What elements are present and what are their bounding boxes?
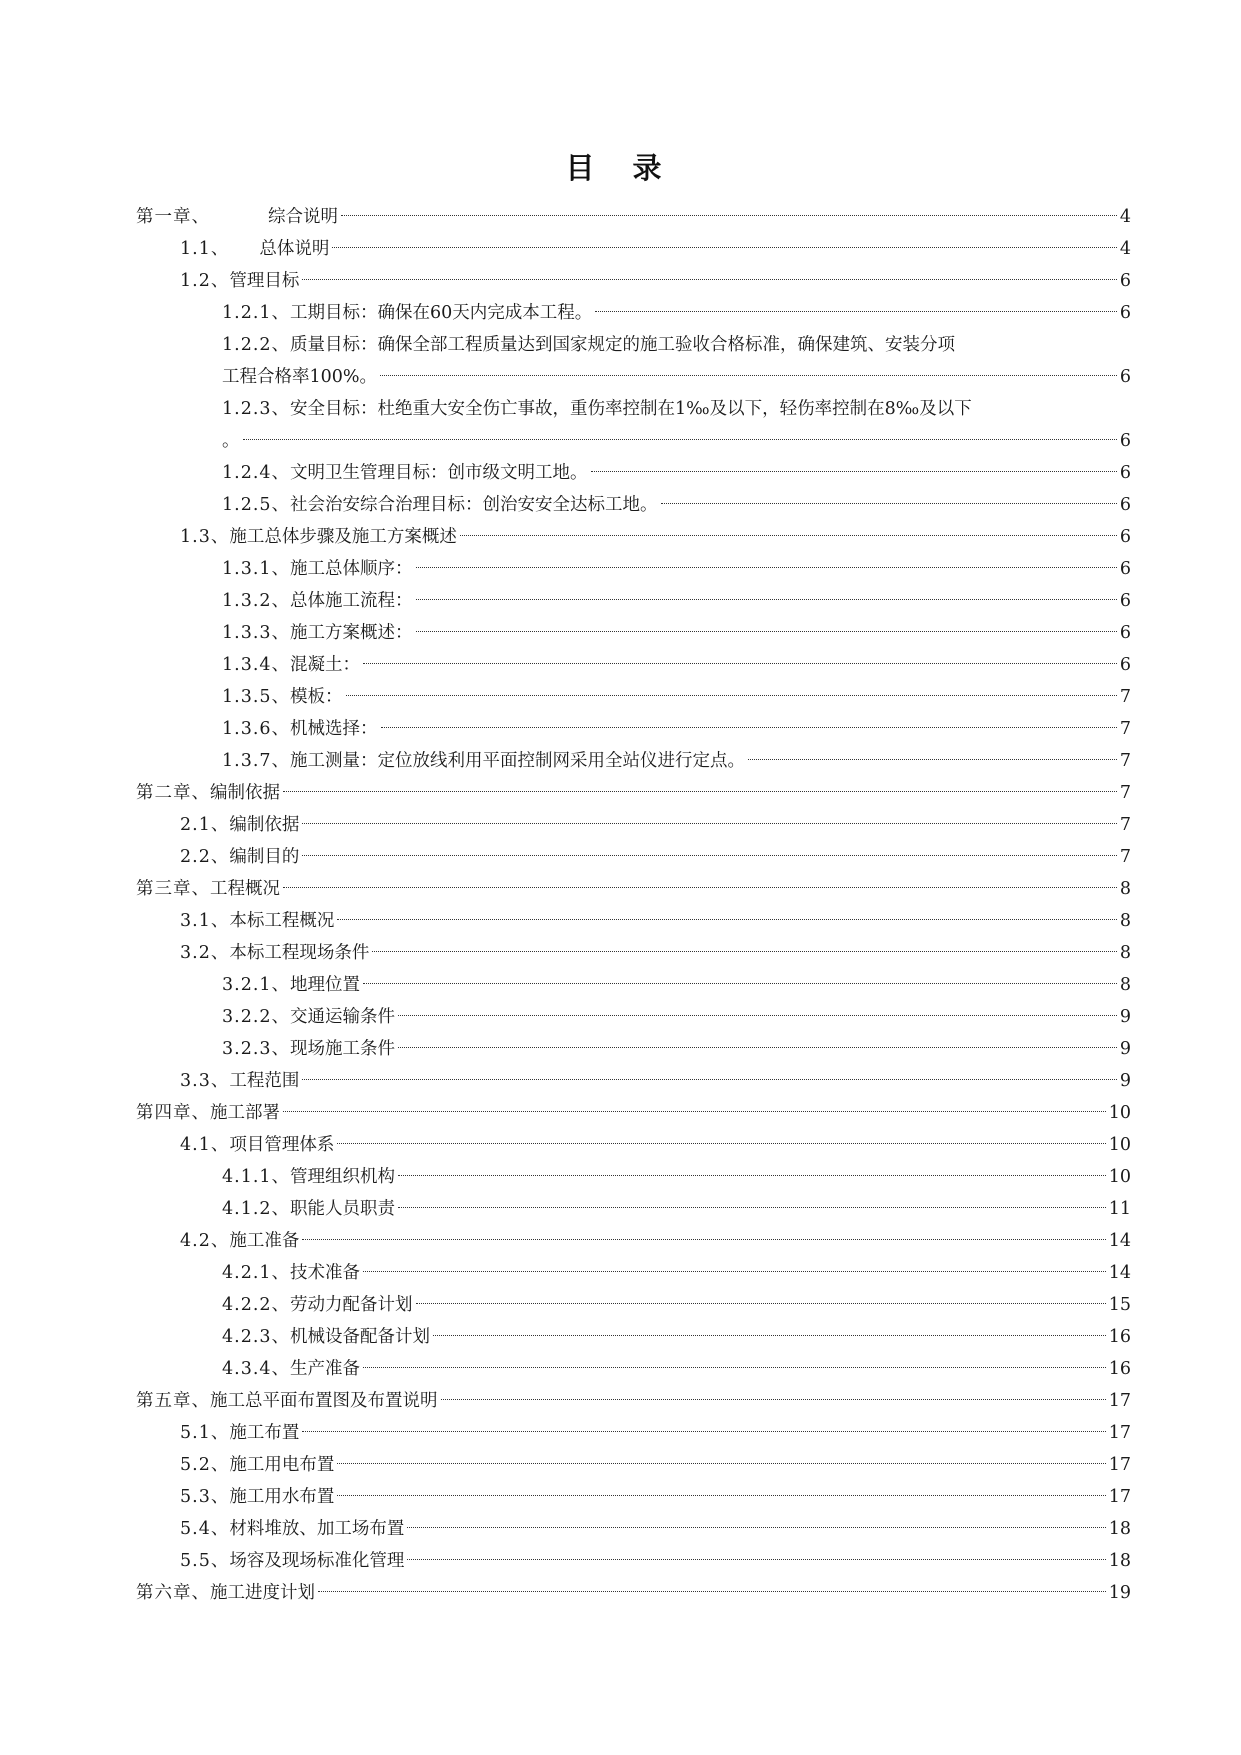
dot-leader	[302, 279, 1117, 280]
toc-entry-section[interactable]	[136, 1481, 1131, 1513]
toc-entry-text: 项目管理体系	[229, 1135, 335, 1155]
toc-entry-number: 1.2.1、	[222, 303, 291, 323]
toc-entry-page: 10	[1108, 1103, 1131, 1123]
dot-leader	[407, 1559, 1105, 1560]
toc-entry-number: 1.3.1、	[222, 559, 291, 579]
toc-entry-subsection[interactable]	[136, 681, 1131, 713]
dot-leader	[243, 439, 1117, 440]
dot-leader	[591, 471, 1117, 472]
toc-entry-page: 6	[1119, 271, 1131, 291]
toc-entry-subsection[interactable]	[136, 489, 1131, 521]
toc-entry-page: 15	[1108, 1295, 1131, 1315]
toc-entry-number: 1.3.7、	[222, 751, 291, 771]
toc-entry-text: 本标工程概况	[229, 911, 335, 931]
toc-entry-text: 管理目标	[229, 271, 300, 291]
toc-entry-number: 1.3.3、	[222, 623, 291, 643]
dot-leader	[337, 1463, 1105, 1464]
toc-entry-page: 18	[1108, 1551, 1131, 1571]
dot-leader	[302, 1239, 1105, 1240]
toc-entry-number: 4.2.1、	[222, 1263, 291, 1283]
dot-leader	[283, 1111, 1106, 1112]
dot-leader	[363, 663, 1117, 664]
toc-entry-subsection[interactable]	[136, 1033, 1131, 1065]
toc-entry-number: 1.2.2、	[222, 335, 291, 355]
toc-entry-page: 8	[1119, 975, 1131, 995]
toc-entry-page: 9	[1119, 1071, 1131, 1091]
dot-leader	[337, 919, 1117, 920]
toc-entry-section[interactable]	[136, 1449, 1131, 1481]
toc-entry-number: 1.2.3、	[222, 399, 291, 419]
dot-leader	[398, 1015, 1117, 1016]
toc-entry-page: 11	[1108, 1199, 1131, 1219]
toc-entry-text: 现场施工条件	[290, 1039, 396, 1059]
toc-entry-page: 19	[1108, 1583, 1131, 1603]
dot-leader	[460, 535, 1117, 536]
toc-title: 目 录	[565, 151, 676, 185]
toc-entry-number: 1.2.4、	[222, 463, 291, 483]
toc-entry-subsection[interactable]	[136, 1001, 1131, 1033]
dot-leader	[337, 1495, 1105, 1496]
toc-entry-text-continued: 工程合格率100%。	[222, 367, 378, 387]
toc-entry-subsection[interactable]	[136, 1289, 1131, 1321]
toc-entry-text: 安全目标：杜绝重大安全伤亡事故，重伤率控制在1‰及以下，轻伤率控制在8‰及以下	[290, 399, 972, 419]
toc-entry-number: 5.1、	[180, 1423, 230, 1443]
toc-entry-page: 6	[1119, 559, 1131, 579]
toc-entry-text: 施工用水布置	[229, 1487, 335, 1507]
toc-entry-text: 施工测量：定位放线利用平面控制网采用全站仪进行定点。	[290, 751, 746, 771]
toc-entry-number: 1.3、	[180, 527, 230, 547]
toc-entry-section[interactable]	[136, 1417, 1131, 1449]
toc-entry-text: 文明卫生管理目标：创市级文明工地。	[290, 463, 588, 483]
dot-leader	[302, 1431, 1105, 1432]
toc-entry-number: 4.2、	[180, 1231, 230, 1251]
toc-entry-text: 社会治安综合治理目标：创治安安全达标工地。	[290, 495, 658, 515]
toc-entry-number: 第五章、	[136, 1391, 210, 1411]
toc-entry-page: 18	[1108, 1519, 1131, 1539]
toc-entry-number: 3.2、	[180, 943, 230, 963]
toc-entry-number: 第三章、	[136, 879, 210, 899]
toc-entry-page: 4	[1119, 207, 1131, 227]
toc-entry-subsection[interactable]	[136, 393, 1131, 457]
toc-entry-number: 5.4、	[180, 1519, 230, 1539]
dot-leader	[283, 887, 1117, 888]
toc-entry-subsection[interactable]	[136, 329, 1131, 393]
toc-entry-number: 第一章、	[136, 207, 210, 227]
toc-entry-chapter-2[interactable]	[136, 777, 1131, 809]
toc-entry-page: 14	[1108, 1231, 1131, 1251]
toc-entry-page: 9	[1119, 1007, 1131, 1027]
toc-entry-page: 8	[1119, 943, 1131, 963]
dot-leader	[283, 791, 1117, 792]
dot-leader	[441, 1399, 1106, 1400]
toc-entry-subsection[interactable]	[136, 297, 1131, 329]
dot-leader	[363, 983, 1117, 984]
dot-leader	[332, 247, 1117, 248]
dot-leader	[341, 215, 1117, 216]
toc-entry-text: 施工准备	[229, 1231, 300, 1251]
toc-entry-section[interactable]	[136, 1545, 1131, 1577]
toc-entry-text: 机械设备配备计划	[290, 1327, 431, 1347]
toc-entry-page: 6	[1119, 591, 1131, 611]
toc-entry-text: 场容及现场标准化管理	[229, 1551, 405, 1571]
toc-entry-chapter-4[interactable]	[136, 1097, 1131, 1129]
toc-entry-chapter-5[interactable]	[136, 1385, 1131, 1417]
toc-entry-number: 2.1、	[180, 815, 230, 835]
toc-entry-section[interactable]	[136, 1065, 1131, 1097]
toc-entry-number: 5.3、	[180, 1487, 230, 1507]
toc-entry-text: 交通运输条件	[290, 1007, 396, 1027]
toc-entry-section[interactable]	[136, 1129, 1131, 1161]
toc-entry-section[interactable]	[136, 1225, 1131, 1257]
toc-entry-text: 地理位置	[290, 975, 361, 995]
toc-entry-number: 第二章、	[136, 783, 210, 803]
toc-entry-subsection[interactable]	[136, 1193, 1131, 1225]
toc-entry-text: 综合说明	[268, 207, 338, 227]
toc-entry-text: 编制依据	[210, 783, 280, 803]
toc-entry-subsection[interactable]	[136, 1161, 1131, 1193]
toc-entry-text: 职能人员职责	[290, 1199, 396, 1219]
dot-leader	[372, 951, 1117, 952]
toc-entry-page: 6	[1119, 367, 1131, 387]
toc-entry-subsection[interactable]	[136, 617, 1131, 649]
toc-entry-page: 10	[1108, 1135, 1131, 1155]
toc-entry-page: 6	[1119, 623, 1131, 643]
toc-entry-number: 1.1、	[180, 239, 230, 259]
toc-entry-section[interactable]	[136, 233, 1131, 265]
toc-entry-number: 第四章、	[136, 1103, 210, 1123]
toc-entry-page: 7	[1119, 847, 1131, 867]
dot-leader	[398, 1047, 1117, 1048]
toc-entry-page: 16	[1108, 1359, 1131, 1379]
toc-entry-text: 编制目的	[229, 847, 300, 867]
toc-entry-text: 施工方案概述：	[290, 623, 413, 643]
toc-entry-text: 工期目标：确保在60天内完成本工程。	[290, 303, 593, 323]
toc-entry-text: 混凝土：	[290, 655, 361, 675]
dot-leader	[380, 375, 1117, 376]
dot-leader	[416, 631, 1117, 632]
toc-entry-number: 2.2、	[180, 847, 230, 867]
dot-leader	[302, 823, 1117, 824]
toc-entry-section[interactable]	[136, 809, 1131, 841]
dot-leader	[337, 1143, 1105, 1144]
toc-entry-subsection[interactable]	[136, 1353, 1131, 1385]
toc-entry-page: 10	[1108, 1167, 1131, 1187]
dot-leader	[433, 1335, 1106, 1336]
toc-entry-number: 4.2.3、	[222, 1327, 291, 1347]
toc-entry-text: 施工进度计划	[210, 1583, 315, 1603]
dot-leader	[398, 1175, 1106, 1176]
toc-entry-text: 模板：	[290, 687, 343, 707]
toc-entry-text: 劳动力配备计划	[290, 1295, 413, 1315]
toc-entry-number: 3.2.1、	[222, 975, 291, 995]
toc-entry-subsection[interactable]	[136, 553, 1131, 585]
toc-entry-subsection[interactable]	[136, 585, 1131, 617]
toc-entry-subsection[interactable]	[136, 1321, 1131, 1353]
dot-leader	[661, 503, 1117, 504]
toc-entry-number: 4.2.2、	[222, 1295, 291, 1315]
toc-entry-number: 3.2.2、	[222, 1007, 291, 1027]
toc-entry-text: 材料堆放、加工场布置	[229, 1519, 405, 1539]
toc-entry-text: 施工部署	[210, 1103, 280, 1123]
toc-entry-text: 编制依据	[229, 815, 300, 835]
dot-leader	[416, 567, 1117, 568]
dot-leader	[302, 1079, 1117, 1080]
toc-entry-chapter-3[interactable]	[136, 873, 1131, 905]
toc-entry-text: 施工用电布置	[229, 1455, 335, 1475]
toc-entry-chapter-1[interactable]	[136, 201, 1131, 233]
toc-entry-number: 3.1、	[180, 911, 230, 931]
toc-entry-number: 5.5、	[180, 1551, 230, 1571]
toc-entry-page: 17	[1108, 1487, 1131, 1507]
toc-entry-number: 1.3.5、	[222, 687, 291, 707]
dot-leader	[381, 727, 1117, 728]
toc-entry-number: 4.1.2、	[222, 1199, 291, 1219]
dot-leader	[416, 1303, 1106, 1304]
toc-entry-page: 16	[1108, 1327, 1131, 1347]
toc-entry-subsection[interactable]	[136, 457, 1131, 489]
toc-entry-section[interactable]	[136, 521, 1131, 553]
toc-entry-text: 施工布置	[229, 1423, 300, 1443]
dot-leader	[398, 1207, 1106, 1208]
toc-entry-text-continued: 。	[222, 431, 240, 451]
toc-entry-number: 5.2、	[180, 1455, 230, 1475]
toc-entry-page: 6	[1119, 303, 1131, 323]
toc-entry-number: 4.1.1、	[222, 1167, 291, 1187]
toc-entry-page: 4	[1119, 239, 1131, 259]
toc-entry-text: 管理组织机构	[290, 1167, 396, 1187]
toc-entry-text: 施工总平面布置图及布置说明	[210, 1391, 438, 1411]
toc-entry-subsection[interactable]	[136, 1257, 1131, 1289]
dot-leader	[302, 855, 1117, 856]
toc-entry-text: 工程范围	[229, 1071, 300, 1091]
toc-entry-number: 3.3、	[180, 1071, 230, 1091]
toc-entry-text: 总体施工流程：	[290, 591, 413, 611]
toc-entry-text: 技术准备	[290, 1263, 361, 1283]
toc-entry-text: 工程概况	[210, 879, 280, 899]
toc-entry-number: 4.1、	[180, 1135, 230, 1155]
toc-entry-text: 生产准备	[290, 1359, 361, 1379]
toc-entry-page: 7	[1119, 815, 1131, 835]
toc-entry-page: 6	[1119, 527, 1131, 547]
table-of-contents	[136, 201, 1131, 1609]
toc-entry-chapter-6[interactable]	[136, 1577, 1131, 1609]
toc-entry-subsection[interactable]	[136, 649, 1131, 681]
toc-entry-page: 6	[1119, 463, 1131, 483]
toc-entry-page: 6	[1119, 655, 1131, 675]
toc-entry-page: 6	[1119, 431, 1131, 451]
toc-entry-text: 总体说明	[259, 239, 330, 259]
dot-leader	[346, 695, 1117, 696]
dot-leader	[363, 1271, 1106, 1272]
toc-entry-text: 本标工程现场条件	[229, 943, 370, 963]
toc-entry-page: 17	[1108, 1423, 1131, 1443]
dot-leader	[407, 1527, 1105, 1528]
toc-entry-page: 17	[1108, 1391, 1131, 1411]
toc-entry-page: 7	[1119, 751, 1131, 771]
toc-entry-number: 第六章、	[136, 1583, 210, 1603]
toc-entry-number: 1.3.6、	[222, 719, 291, 739]
toc-entry-page: 17	[1108, 1455, 1131, 1475]
toc-entry-page: 7	[1119, 783, 1131, 803]
toc-entry-text: 施工总体顺序：	[290, 559, 413, 579]
dot-leader	[318, 1591, 1106, 1592]
toc-entry-section[interactable]	[136, 937, 1131, 969]
toc-entry-number: 1.2.5、	[222, 495, 291, 515]
toc-entry-page: 6	[1119, 495, 1131, 515]
toc-entry-text: 质量目标：确保全部工程质量达到国家规定的施工验收合格标准，确保建筑、安装分项	[290, 335, 956, 355]
toc-entry-number: 3.2.3、	[222, 1039, 291, 1059]
toc-entry-number: 1.3.4、	[222, 655, 291, 675]
toc-entry-page: 7	[1119, 687, 1131, 707]
toc-entry-subsection[interactable]	[136, 713, 1131, 745]
toc-entry-section[interactable]	[136, 905, 1131, 937]
toc-entry-section[interactable]	[136, 841, 1131, 873]
toc-entry-number: 1.3.2、	[222, 591, 291, 611]
dot-leader	[748, 759, 1117, 760]
toc-entry-text: 施工总体步骤及施工方案概述	[229, 527, 457, 547]
toc-entry-page: 8	[1119, 879, 1131, 899]
toc-entry-text: 机械选择：	[290, 719, 378, 739]
toc-entry-subsection[interactable]	[136, 745, 1131, 777]
toc-entry-number: 4.3.4、	[222, 1359, 291, 1379]
toc-entry-section[interactable]	[136, 1513, 1131, 1545]
toc-entry-page: 14	[1108, 1263, 1131, 1283]
toc-entry-page: 7	[1119, 719, 1131, 739]
dot-leader	[595, 311, 1117, 312]
toc-entry-number: 1.2、	[180, 271, 230, 291]
toc-entry-section[interactable]	[136, 265, 1131, 297]
toc-entry-subsection[interactable]	[136, 969, 1131, 1001]
dot-leader	[363, 1367, 1106, 1368]
toc-entry-page: 9	[1119, 1039, 1131, 1059]
toc-entry-page: 8	[1119, 911, 1131, 931]
dot-leader	[416, 599, 1117, 600]
